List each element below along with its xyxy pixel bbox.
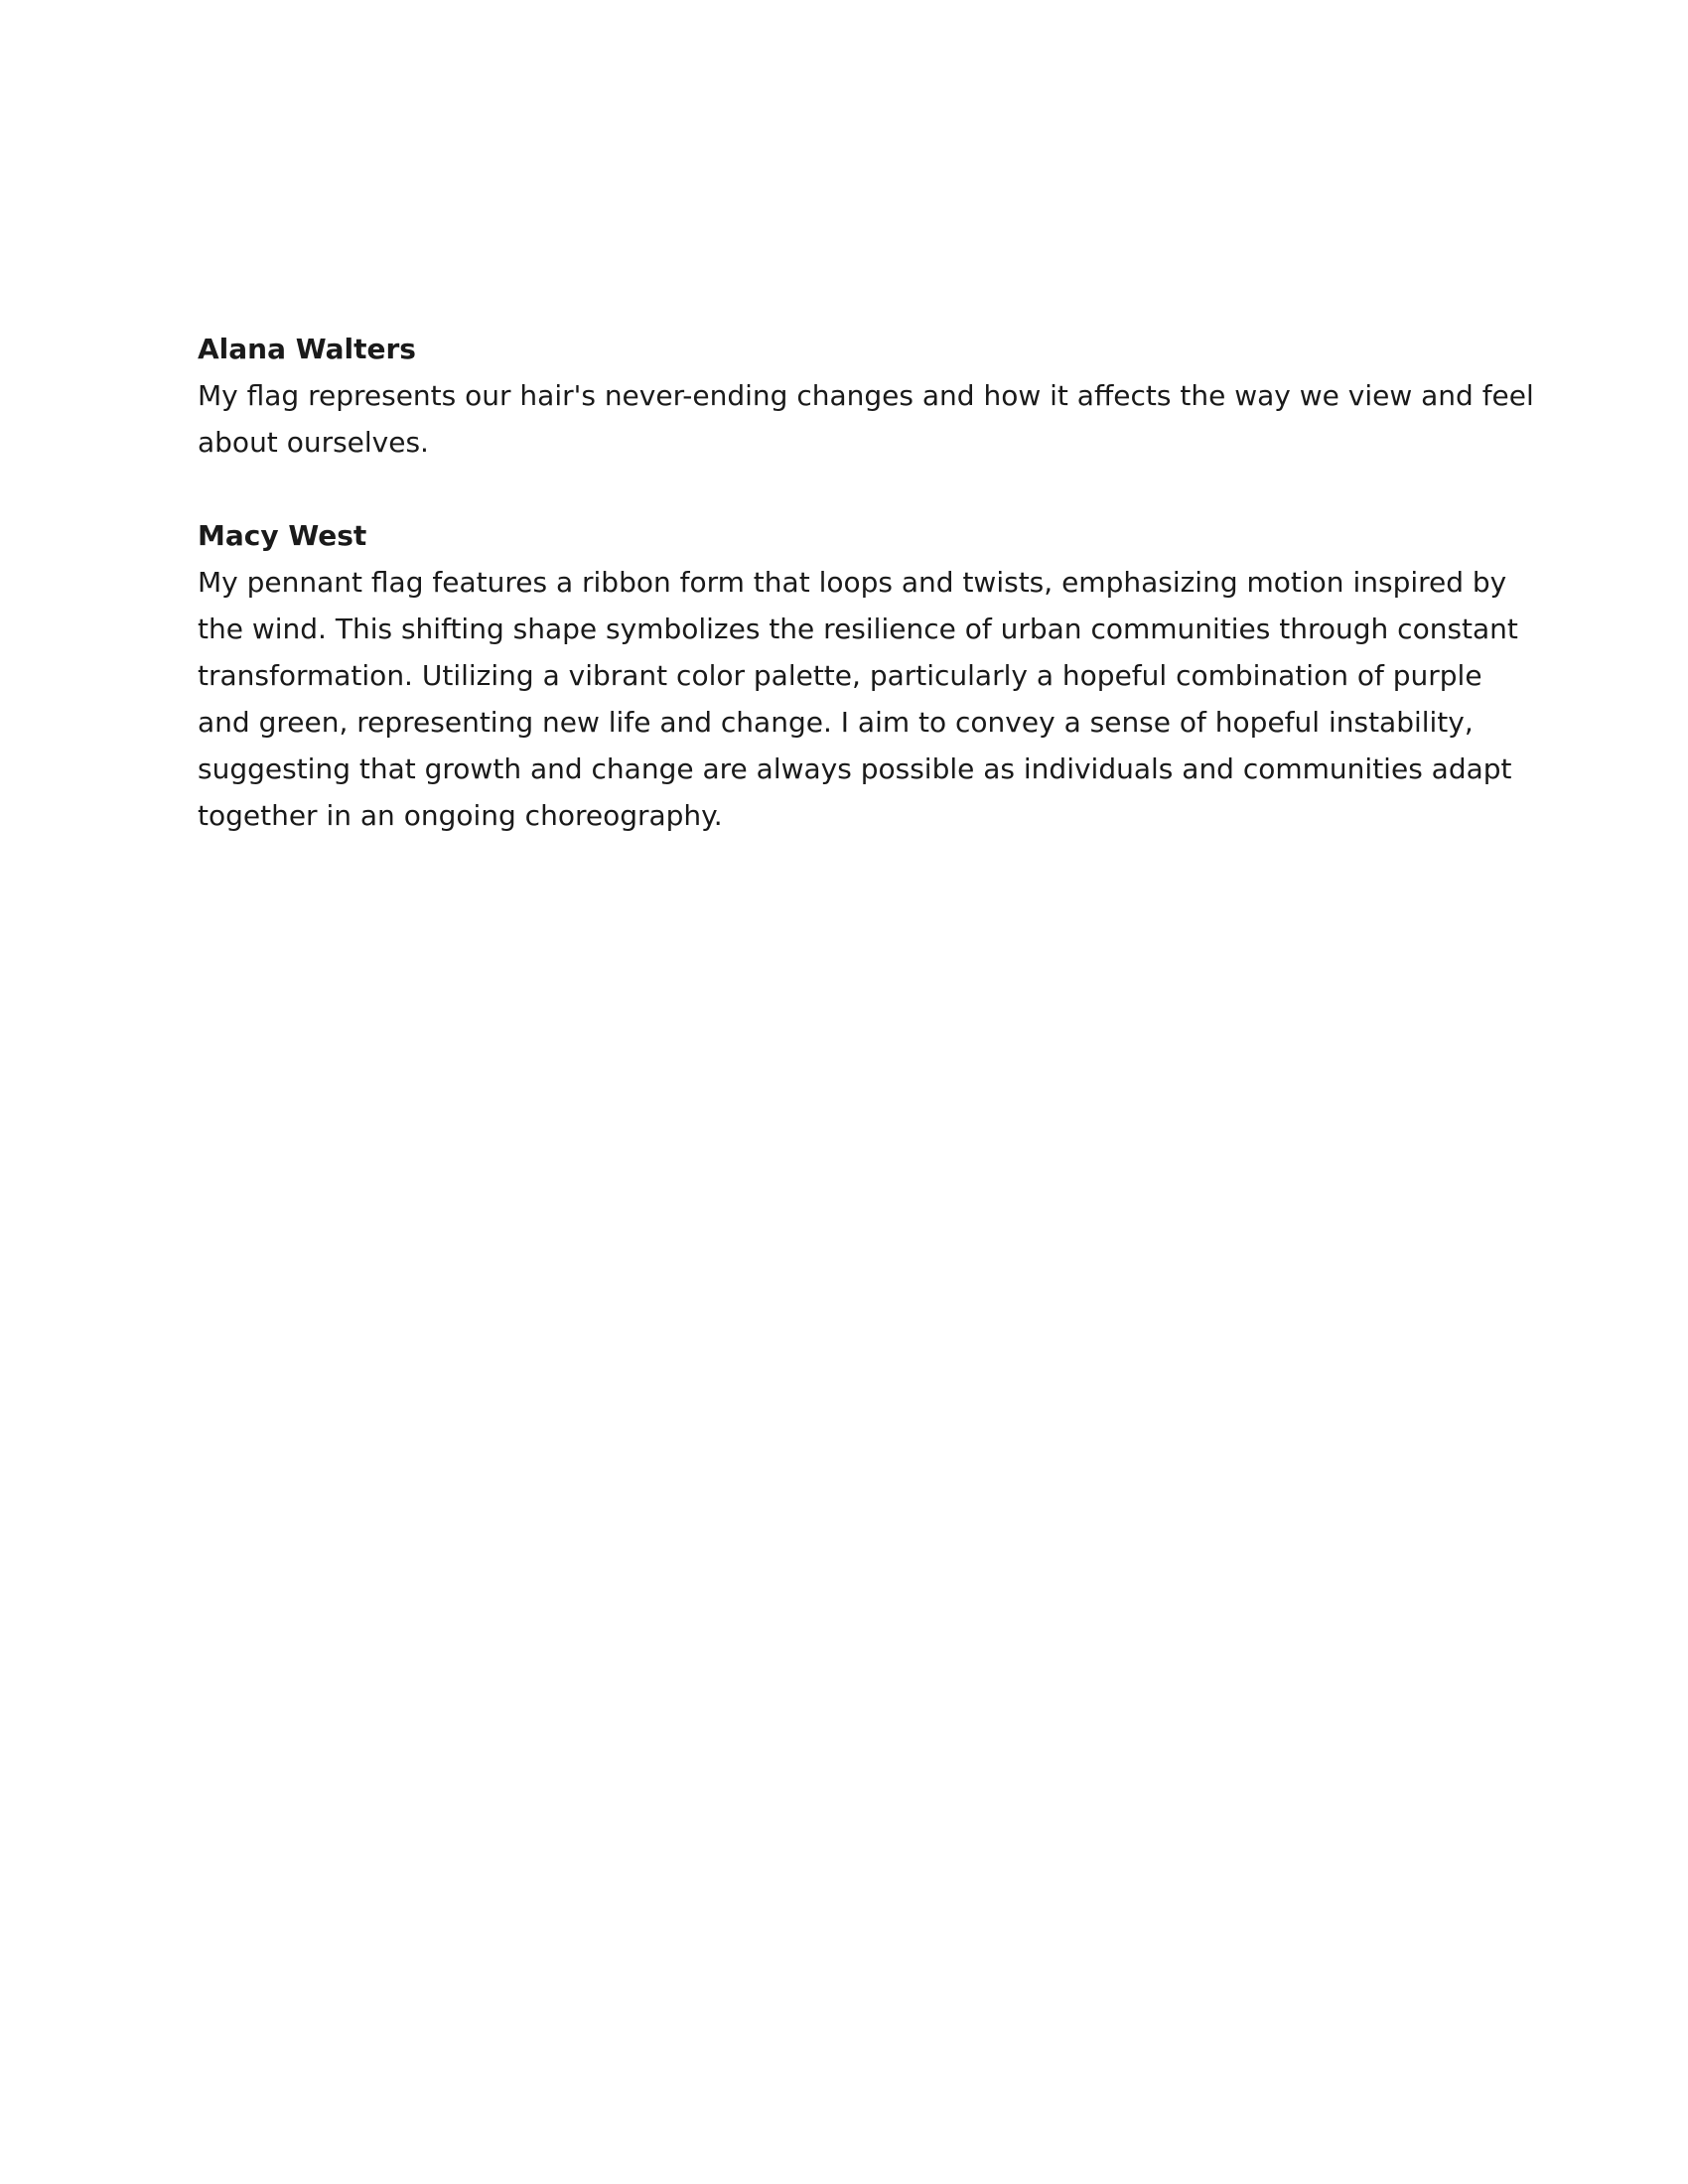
artist-statement-2 (198, 512, 1518, 839)
statement-line: My pennant flag features a ribbon form that loops and twists, emphasizing motion inspired by (198, 566, 1507, 599)
statement-line: the wind. This shifting shape symbolizes the resilience of urban communities through constant (198, 613, 1518, 645)
document-body (198, 326, 1534, 886)
artist-name: Alana Walters (198, 333, 416, 365)
artist-name: Macy West (198, 519, 367, 552)
statement-line: My flag represents our hair's never-ending changes and how it affects the way we view and feel (198, 379, 1534, 412)
statement-line: together in an ongoing choreography. (198, 799, 723, 832)
artist-statement-1 (198, 326, 1534, 466)
statement-line: transformation. Utilizing a vibrant color palette, particularly a hopeful combination of purple (198, 659, 1482, 692)
statement-line: suggesting that growth and change are always possible as individuals and communities adapt (198, 752, 1512, 785)
statement-line: and green, representing new life and change. I aim to convey a sense of hopeful instability, (198, 706, 1474, 739)
statement-line: about ourselves. (198, 426, 429, 459)
